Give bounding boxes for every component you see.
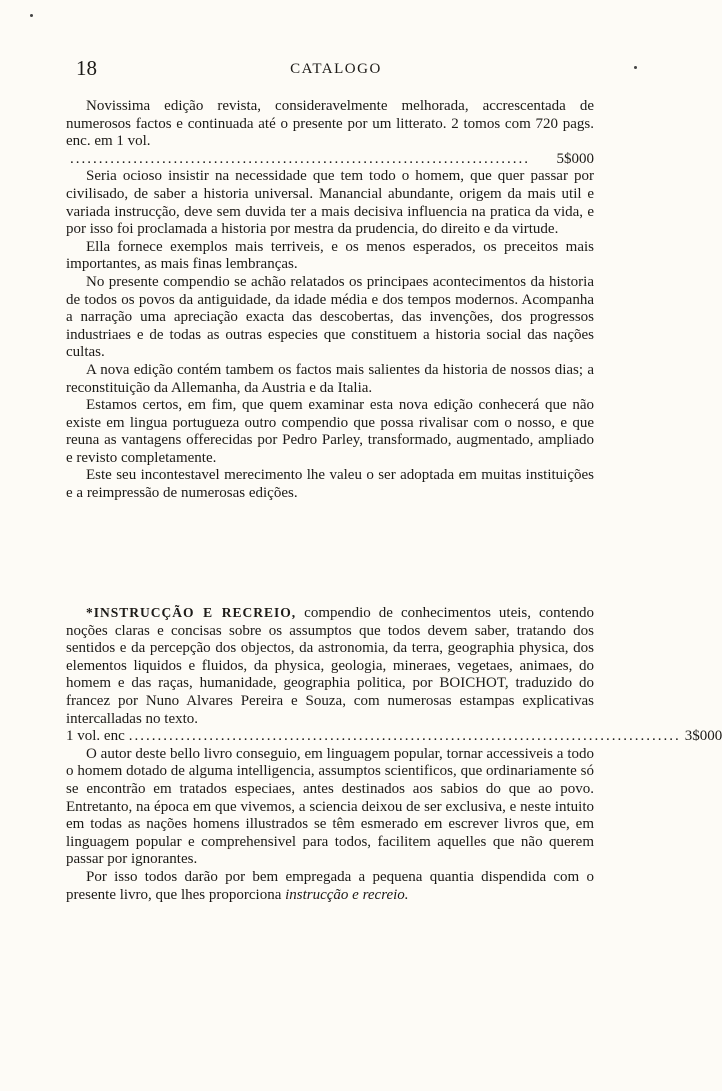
entry-title: *INSTRUCÇÃO E RECREIO, [86,605,297,620]
entry-paragraph: Este seu incontestavel merecimento lhe valeu o ser adoptada em muitas instituições e a reimpressão de numerosas edições. [66,467,594,502]
entry-paragraph: Estamos certos, em fim, que quem examinar esta nova edição conhecerá que não existe em lingua portugueza outro compendio que possa rivalisar com o nosso, e que reuna as vantagens offerecidas por Pedro Parley, transformado, augmentado, ampliado e revisto completamente. [66,397,594,466]
entry-paragraph: Ella fornece exemplos mais terriveis, e os menos esperados, os preceitos mais importantes, as mais finas lembranças. [66,238,594,273]
entry-intro [66,604,594,728]
entry-paragraph: No presente compendio se achão relatados os principaes acontecimentos da historia de todos os povos da antiguidade, da idade média e dos tempos modernos. Acompanha a narração uma apreciação exacta das descobertas, das invenções, dos progressos industriaes e de todas as outras especies que constituem a historia social das nações cultas. [66,273,594,361]
volume-label: 1 vol. enc [66,728,125,745]
page-speck [30,14,33,17]
entry-price: 5$000 [556,150,594,167]
entry-paragraph [66,869,594,904]
price-line [66,151,594,169]
entry-intro-text: Novissima edição revista, consideravelmente melhorada, accrescentada de numerosos factos e continuada até o presente por um litterato. 2 tomos com 720 pags. enc. em 1 vol. [66,98,594,150]
entry-intro [66,98,594,151]
page-speck [634,66,637,69]
entry-paragraph-italic: instrucção e recreio. [285,886,409,903]
page-number: 18 [76,56,97,80]
entry-intro-text: compendio de conhecimentos uteis, contendo noções claras e concisas sobre os assumptos que todos devem saber, tratando dos sentidos e da percepção dos objectos, da astronomia, da terra, geographia physica, dos elementos liquidos e fluidos, da physica, geologia, mineraes, vegetaes, animaes, do homem e das raças, humanidade, geographia politica, por BOICHOT, traduzido do francez por Nuno Alvares Pereira e Souza, com numerosas estampas explicativas intercalladas no texto. [66,605,594,727]
entry-paragraph-text: Por isso todos darão por bem empregada a pequena quantia dispendida com o presente livro, que lhes proporciona [66,868,594,903]
running-title: CATALOGO [290,61,382,77]
price-line [66,728,722,746]
leader-dots: ................................................................................................ [128,728,681,745]
entry-paragraph: Seria ocioso insistir na necessidade que tem todo o homem, que quer passar por civilisado, de saber a historia universal. Manancial abundante, origem da mais util e variada instrucção, deve sem duvida ter a mais decisiva influencia na pratica da vida, e por isso foi proclamada a historia por mestra da prudencia, do direito e da virtude. [66,168,594,238]
page-header [76,56,596,80]
catalog-entry-history [66,98,594,503]
catalog-entry-instruccao [66,604,722,904]
entry-paragraph: A nova edição contém tambem os factos mais salientes da historia de nossos dias; a reconstituição da Allemanha, da Austria e da Italia. [66,361,594,396]
leader-dots: ................................................................................ [70,150,530,167]
entry-paragraph: O autor deste bello livro conseguio, em linguagem popular, tornar accessiveis a todo o homem dotado de alguma intelligencia, assumptos scientificos, que ordinariamente só se encontrão em tratados especiaes, antes destinados aos sabios do que ao povo. Entretanto, na época em que vivemos, a sciencia deixou de ser exclusiva, e neste intuito em todas as nações homens illustrados se têm esmerado em escrever livros que, em linguagem popular e comprehensivel para todos, facilitem aquelles que não querem passar por ignorantes. [66,745,594,868]
entry-price: 3$000 [684,728,722,745]
